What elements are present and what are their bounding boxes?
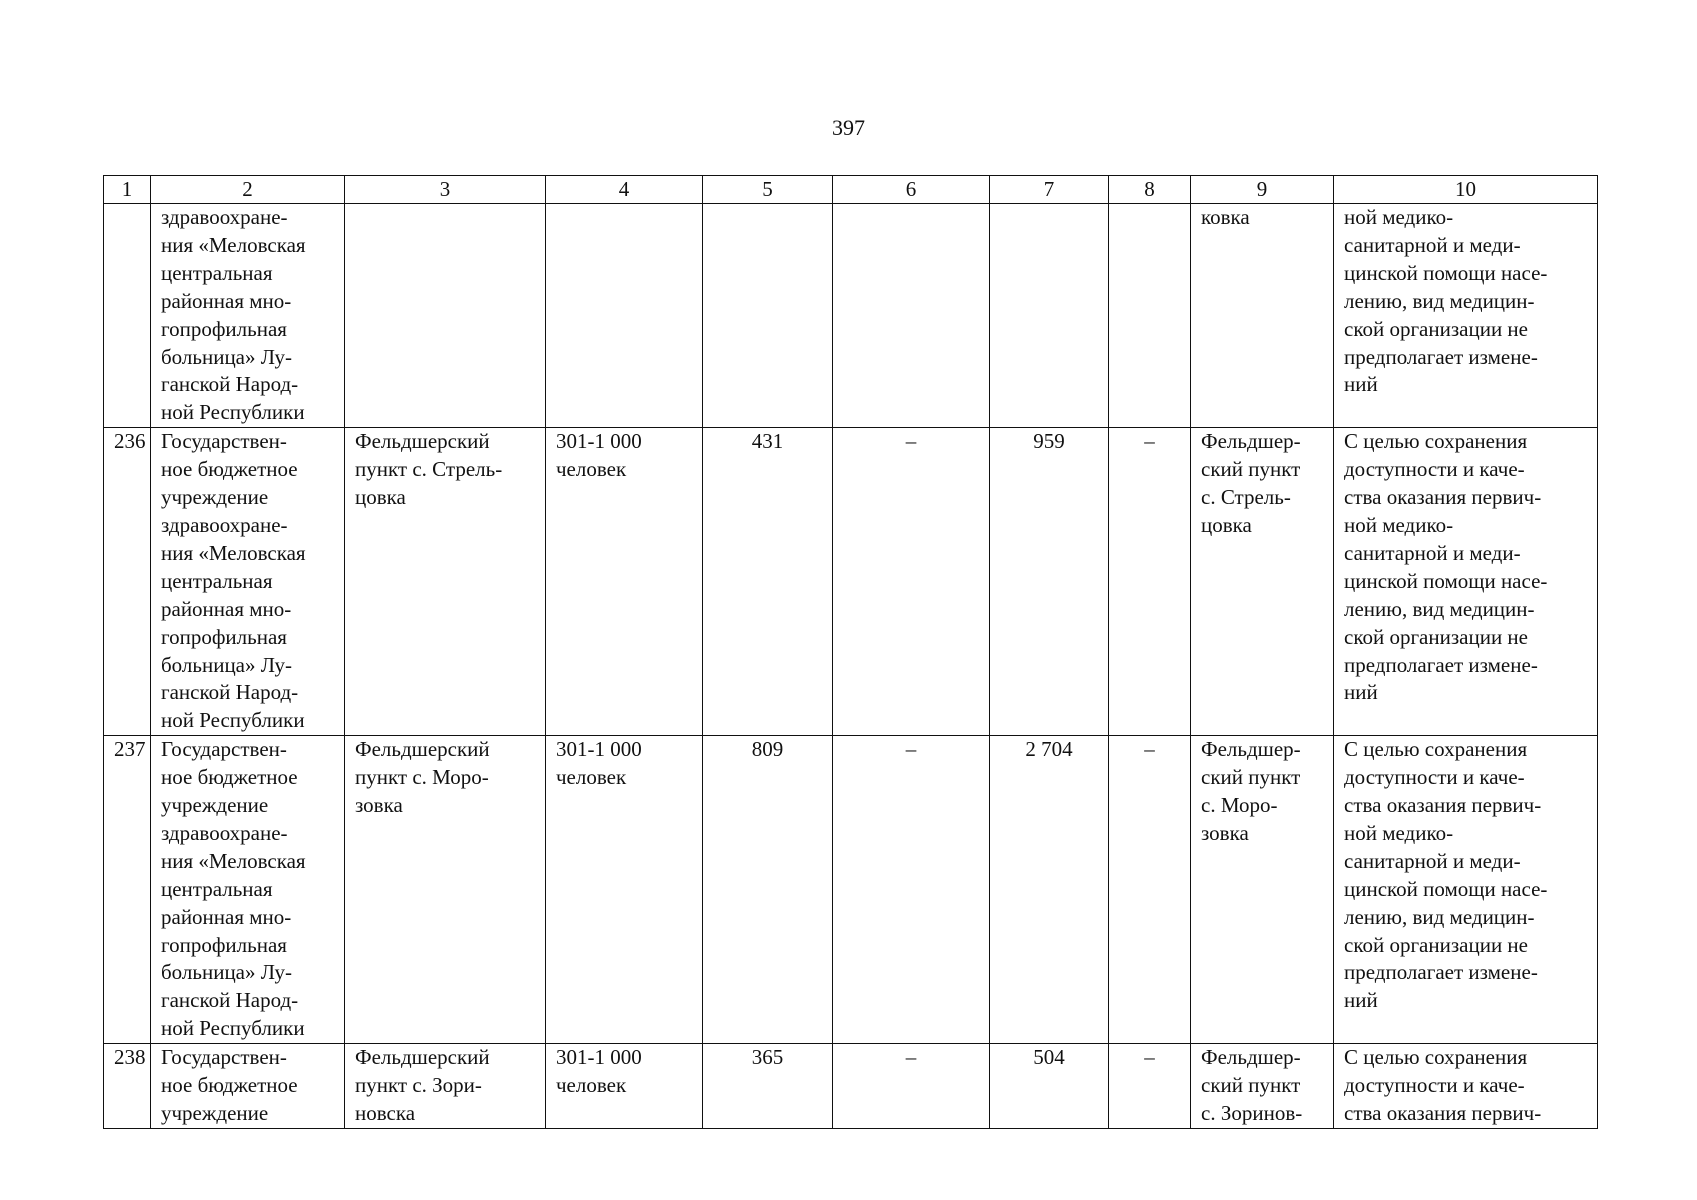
header-col-7: 7 (990, 176, 1109, 204)
header-col-10: 10 (1334, 176, 1598, 204)
facilities-table (103, 175, 1598, 1129)
served-cell: 431 (703, 428, 833, 736)
served-cell: 809 (703, 736, 833, 1044)
institution-cell: Государствен- ное бюджетное учреждение здравоохране- ния «Меловская центральная районная мно- гопрофильная больница» Лу- ганской Народ- ной Республики (151, 736, 345, 1044)
population-range-cell: 301-1 000 человек (546, 1044, 703, 1129)
facility-cell: Фельдшерский пункт с. Стрель- цовка (345, 428, 546, 736)
table-row (104, 428, 1598, 736)
header-col-2: 2 (151, 176, 345, 204)
justification-cell: С целью сохранения доступности и каче- ства оказания первич- ной медико- санитарной и меди- цинской помощи насе- лению, вид медицин- ской организации не предполагает измене- ний (1334, 736, 1598, 1044)
header-col-4: 4 (546, 176, 703, 204)
row-number (104, 204, 151, 428)
col8-cell: – (1109, 1044, 1191, 1129)
header-col-1: 1 (104, 176, 151, 204)
justification-cell: ной медико- санитарной и меди- цинской помощи насе- лению, вид медицин- ской организации не предполагает измене- ний (1334, 204, 1598, 428)
justification-cell: С целью сохранения доступности и каче- ства оказания первич- ной медико- санитарной и меди- цинской помощи насе- лению, вид медицин- ской организации не предполагает измене- ний (1334, 428, 1598, 736)
header-col-5: 5 (703, 176, 833, 204)
population-range-cell: 301-1 000 человек (546, 736, 703, 1044)
col8-cell (1109, 204, 1191, 428)
col6-cell: – (833, 428, 990, 736)
row-number: 237 (104, 736, 151, 1044)
table-row (104, 1044, 1598, 1129)
table-row (104, 204, 1598, 428)
facility-cell: Фельдшерский пункт с. Моро- зовка (345, 736, 546, 1044)
page-number: 397 (832, 115, 865, 140)
row-number: 238 (104, 1044, 151, 1129)
distance-cell (990, 204, 1109, 428)
facility-cell: Фельдшерский пункт с. Зори- новска (345, 1044, 546, 1129)
header-col-9: 9 (1191, 176, 1334, 204)
served-cell (703, 204, 833, 428)
distance-cell: 959 (990, 428, 1109, 736)
col8-cell: – (1109, 736, 1191, 1044)
col8-cell: – (1109, 428, 1191, 736)
served-cell: 365 (703, 1044, 833, 1129)
new-facility-cell: Фельдшер- ский пункт с. Моро- зовка (1191, 736, 1334, 1044)
institution-cell: Государствен- ное бюджетное учреждение (151, 1044, 345, 1129)
distance-cell: 504 (990, 1044, 1109, 1129)
table-header-row (104, 176, 1598, 204)
table-row (104, 736, 1598, 1044)
population-range-cell (546, 204, 703, 428)
new-facility-cell: ковка (1191, 204, 1334, 428)
col6-cell: – (833, 1044, 990, 1129)
institution-cell: Государствен- ное бюджетное учреждение здравоохране- ния «Меловская центральная районная мно- гопрофильная больница» Лу- ганской Народ- ной Республики (151, 428, 345, 736)
header-col-3: 3 (345, 176, 546, 204)
justification-cell: С целью сохранения доступности и каче- ства оказания первич- (1334, 1044, 1598, 1129)
new-facility-cell: Фельдшер- ский пункт с. Зоринов- (1191, 1044, 1334, 1129)
population-range-cell: 301-1 000 человек (546, 428, 703, 736)
col6-cell: – (833, 736, 990, 1044)
facility-cell (345, 204, 546, 428)
distance-cell: 2 704 (990, 736, 1109, 1044)
header-col-8: 8 (1109, 176, 1191, 204)
header-col-6: 6 (833, 176, 990, 204)
col6-cell (833, 204, 990, 428)
institution-cell: здравоохране- ния «Меловская центральная районная мно- гопрофильная больница» Лу- ганской Народ- ной Республики (151, 204, 345, 428)
new-facility-cell: Фельдшер- ский пункт с. Стрель- цовка (1191, 428, 1334, 736)
row-number: 236 (104, 428, 151, 736)
